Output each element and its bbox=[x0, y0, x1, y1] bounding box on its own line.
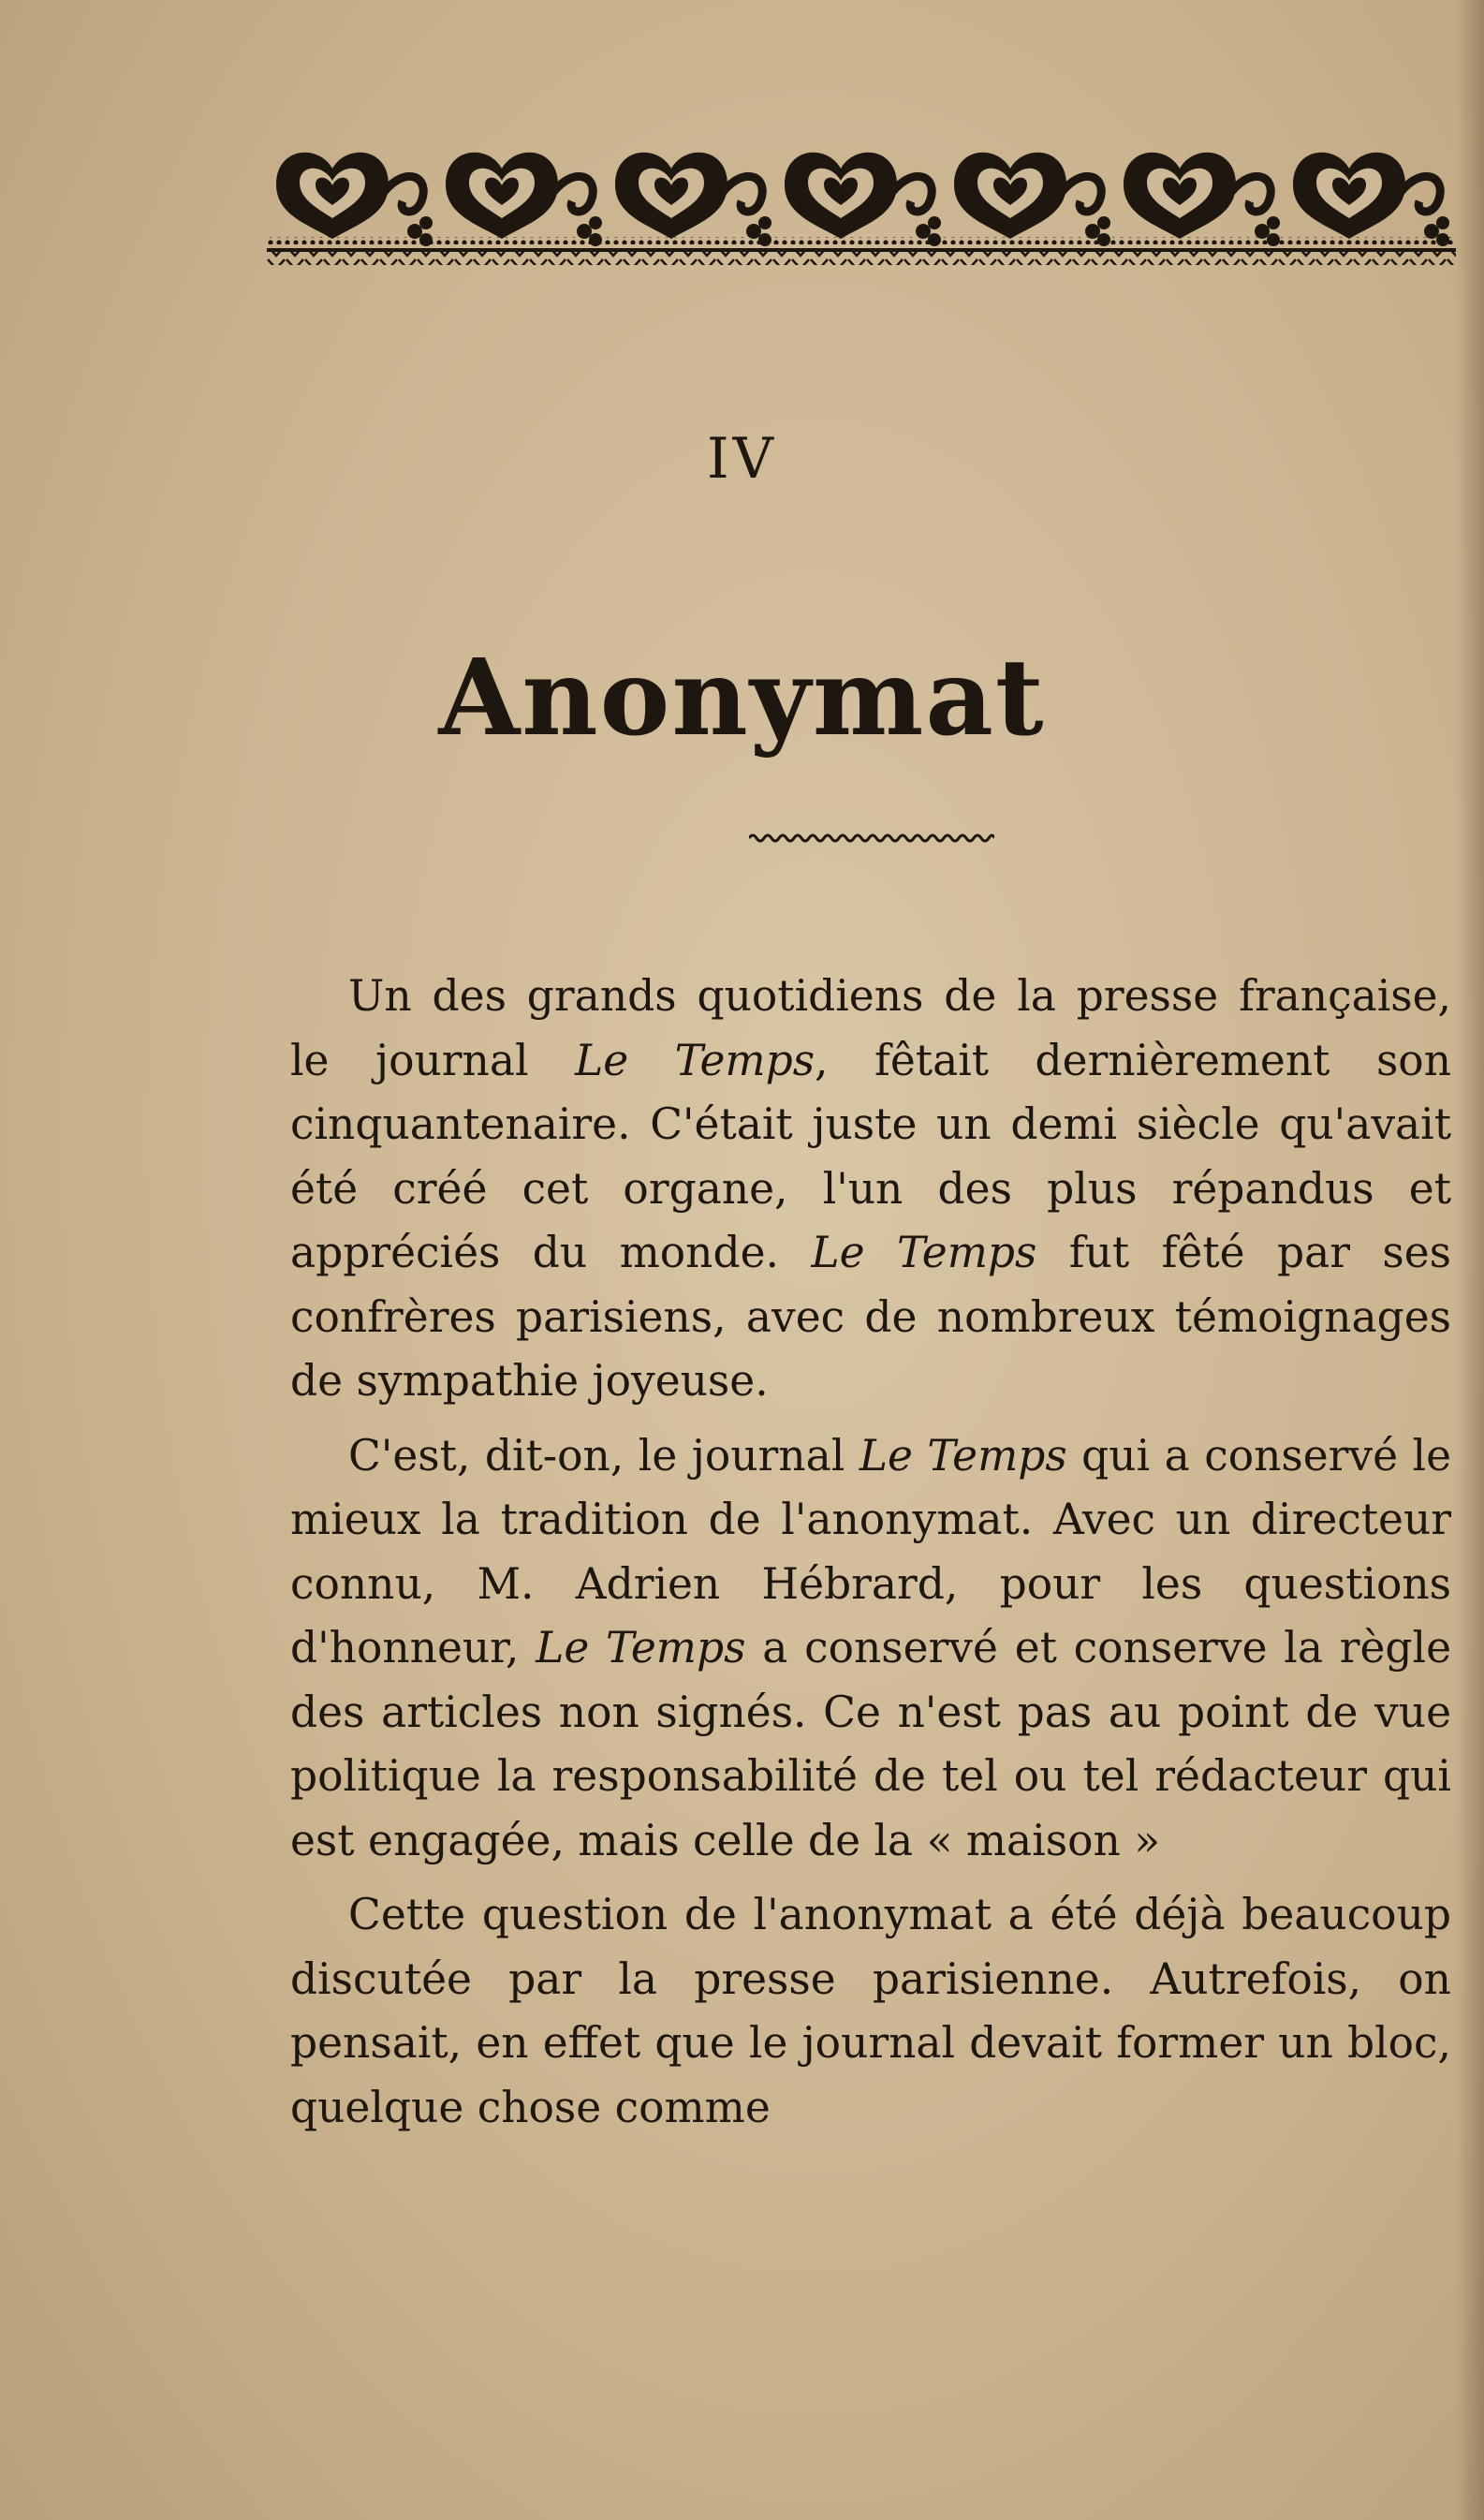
newspaper-title: Le Temps bbox=[536, 1623, 746, 1673]
wavy-rule-icon bbox=[749, 832, 994, 845]
body-text bbox=[290, 965, 1451, 2150]
text-segment: C'est, dit-on, le journal bbox=[348, 1430, 860, 1481]
chapter-title: Anonymat bbox=[438, 637, 1046, 759]
newspaper-title: Le Temps bbox=[811, 1228, 1037, 1277]
paragraph-3 bbox=[290, 1883, 1451, 2140]
text-segment: a conservé et conserve la règle des articles non signés. Ce n'est pas au point de vue politique la responsabilité de tel ou tel rédacteur qui est engagée, mais celle de la « maison » bbox=[290, 1623, 1451, 1865]
text-segment: qui a conservé le mieux la tradition de l'anonymat. Avec un directeur connu, M. Adrien Hébrard, pour les questions d'honneur, bbox=[290, 1430, 1452, 1673]
floral-scroll-border-icon bbox=[267, 126, 1456, 267]
page-edge-shadow bbox=[1456, 0, 1484, 2520]
paragraph-2 bbox=[290, 1424, 1451, 1874]
text-segment: Un des grands quotidiens de la presse française, le journal bbox=[290, 971, 1451, 1085]
text-segment: fut fêté par ses confrères parisiens, avec de nombreux témoignages de sympathie joyeuse. bbox=[290, 1228, 1452, 1406]
paragraph-1 bbox=[290, 965, 1451, 1414]
newspaper-title: Le Temps bbox=[859, 1430, 1067, 1481]
newspaper-title: Le Temps bbox=[575, 1035, 815, 1085]
text-segment: , fêtait dernièrement son cinquantenaire. C'était juste un demi siècle qu'avait été créé cet organe, l'un des plus répandus et appréciés du monde. bbox=[290, 1035, 1452, 1277]
text-segment: Cette question de l'anonymat a été déjà beaucoup discutée par la presse parisienne. Autrefois, on pensait, en effet que le journal devait former un bloc, quelque chose comme bbox=[290, 1890, 1451, 2132]
chapter-number: IV bbox=[706, 426, 778, 492]
